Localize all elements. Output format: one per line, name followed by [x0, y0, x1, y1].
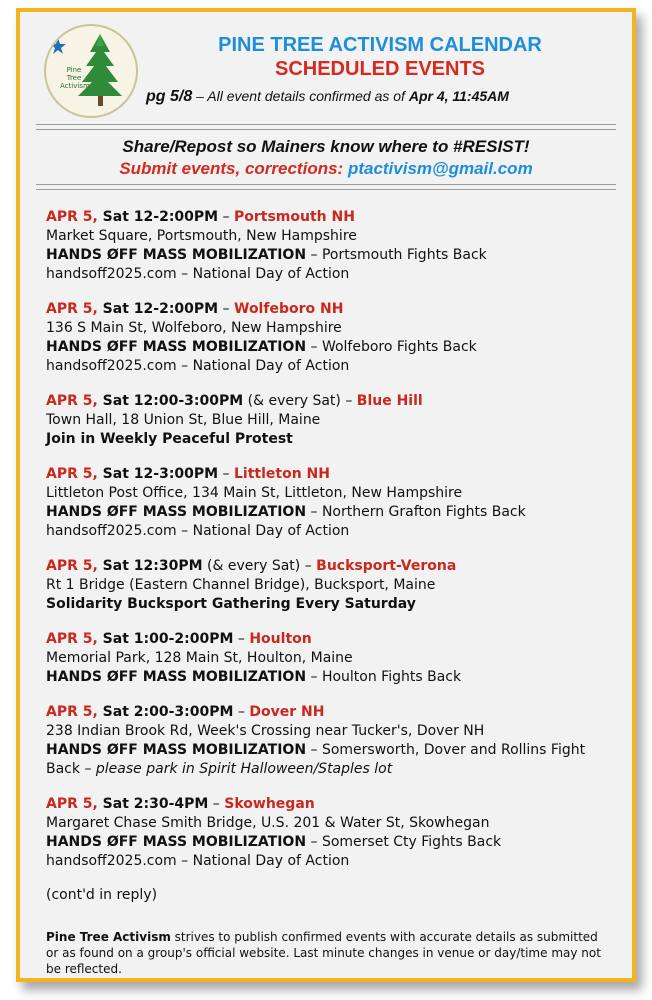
event-time: Sat 12-2:00PM [97, 209, 219, 225]
logo-text-line2: Activism [60, 82, 90, 90]
event-title: Join in Weekly Peaceful Protest [46, 431, 293, 447]
event-title-suffix: – Somerset Cty Fights Back [306, 834, 502, 850]
event-address: Littleton Post Office, 134 Main St, Littleton, New Hampshire [46, 485, 463, 501]
share-line: Share/Repost so Mainers know where to #RESIST! [122, 137, 530, 156]
event-date: APR 5, [46, 631, 98, 647]
event-note: (& every Sat) [202, 558, 301, 574]
event-time: Sat 12-2:00PM [97, 301, 219, 317]
calendar-card [16, 8, 636, 982]
event-place: Blue Hill [356, 393, 423, 409]
event-place: Houlton [249, 631, 312, 647]
continued-note: (cont'd in reply) [46, 887, 158, 903]
logo-text [60, 66, 88, 90]
event-date: APR 5, [46, 796, 98, 812]
event-title-suffix: – Houlton Fights Back [306, 669, 462, 685]
event-item [46, 557, 632, 614]
event-time: Sat 2:00-3:00PM [97, 704, 234, 720]
event-sep: – [218, 466, 234, 482]
page-number: pg 5/8 [146, 88, 193, 105]
event-address: Rt 1 Bridge (Eastern Channel Bridge), Bucksport, Maine [46, 577, 436, 593]
event-title: Solidarity Bucksport Gathering Every Saturday [46, 596, 416, 612]
event-place: Portsmouth NH [234, 209, 355, 225]
event-address: 238 Indian Brook Rd, Week's Crossing near Tucker's, Dover NH [46, 723, 485, 739]
event-title: HANDS ØFF MASS MOBILIZATION [46, 669, 307, 685]
event-title: HANDS ØFF MASS MOBILIZATION [46, 247, 307, 263]
submit-line [20, 158, 632, 180]
pine-tree-logo [44, 24, 138, 118]
event-link[interactable]: handsoff2025.com – National Day of Action [46, 266, 350, 282]
disclaimer-org: Pine Tree Activism [46, 930, 171, 944]
event-sep: – [233, 704, 250, 720]
submit-prefix: Submit events, corrections: [119, 159, 348, 178]
event-link[interactable]: handsoff2025.com – National Day of Action [46, 523, 350, 539]
event-link[interactable]: handsoff2025.com – National Day of Action [46, 853, 350, 869]
event-date: APR 5, [46, 466, 98, 482]
event-time: Sat 2:30-4PM [97, 796, 209, 812]
page-subtitle: SCHEDULED EVENTS [274, 58, 486, 80]
event-place: Wolfeboro NH [234, 301, 344, 317]
event-sep: – [218, 301, 234, 317]
event-item [46, 300, 632, 376]
event-sep: – [300, 558, 317, 574]
event-link[interactable]: handsoff2025.com – National Day of Action [46, 358, 350, 374]
event-place: Skowhegan [224, 796, 315, 812]
event-sep: – [218, 209, 234, 225]
event-date: APR 5, [46, 704, 98, 720]
event-item [46, 795, 632, 871]
event-time: Sat 12-3:00PM [97, 466, 219, 482]
event-address: Town Hall, 18 Union St, Blue Hill, Maine [46, 412, 321, 428]
header [20, 12, 632, 124]
event-list [20, 190, 632, 871]
event-address: Market Square, Portsmouth, New Hampshire [46, 228, 357, 244]
event-title-suffix: – Northern Grafton Fights Back [306, 504, 526, 520]
event-address: Margaret Chase Smith Bridge, U.S. 201 & Water St, Skowhegan [46, 815, 490, 831]
event-title: HANDS ØFF MASS MOBILIZATION [46, 834, 307, 850]
logo-text-line1: Pine Tree [66, 66, 82, 82]
event-title: HANDS ØFF MASS MOBILIZATION [46, 339, 307, 355]
event-item [46, 208, 632, 284]
event-sep: – [208, 796, 225, 812]
event-title: HANDS ØFF MASS MOBILIZATION [46, 504, 307, 520]
event-time: Sat 1:00-2:00PM [97, 631, 234, 647]
event-title: HANDS ØFF MASS MOBILIZATION [46, 742, 307, 758]
event-date: APR 5, [46, 301, 98, 317]
page-info [146, 88, 626, 106]
event-title-suffix: – Somersworth, Dover and Rollins Fight Back [46, 742, 586, 777]
event-sep: – [340, 393, 357, 409]
event-address: Memorial Park, 128 Main St, Houlton, Maine [46, 650, 353, 666]
event-address: 136 S Main St, Wolfeboro, New Hampshire [46, 320, 342, 336]
event-title-suffix: – Wolfeboro Fights Back [306, 339, 477, 355]
event-date: APR 5, [46, 558, 98, 574]
event-sep: – [233, 631, 250, 647]
event-note: (& every Sat) [243, 393, 341, 409]
event-title-suffix: – Portsmouth Fights Back [306, 247, 487, 263]
event-place: Dover NH [249, 704, 325, 720]
email-link[interactable]: ptactivism@gmail.com [347, 159, 533, 178]
event-place: Bucksport-Verona [316, 558, 457, 574]
event-place: Littleton NH [234, 466, 330, 482]
share-banner [20, 130, 632, 184]
event-item [46, 703, 632, 779]
event-time: Sat 12:30PM [97, 558, 203, 574]
event-title-note: – please park in Spirit Halloween/Staples lot [80, 761, 393, 777]
event-item [46, 630, 632, 687]
star-icon [50, 38, 66, 54]
event-date: APR 5, [46, 209, 98, 225]
confirmed-prefix: – All event details confirmed as of [192, 88, 409, 104]
event-time: Sat 12:00-3:00PM [97, 393, 244, 409]
disclaimer-text: strives to publish confirmed events with accurate details as submitted or as found on a group's official website. Last minute changes in venue or day/time may not be reflected. [46, 930, 601, 976]
event-item [46, 392, 632, 449]
event-item [46, 465, 632, 541]
confirmed-date: Apr 4, 11:45AM [408, 88, 509, 104]
event-date: APR 5, [46, 393, 98, 409]
page-title: PINE TREE ACTIVISM CALENDAR [218, 34, 542, 56]
disclaimer [46, 929, 606, 977]
